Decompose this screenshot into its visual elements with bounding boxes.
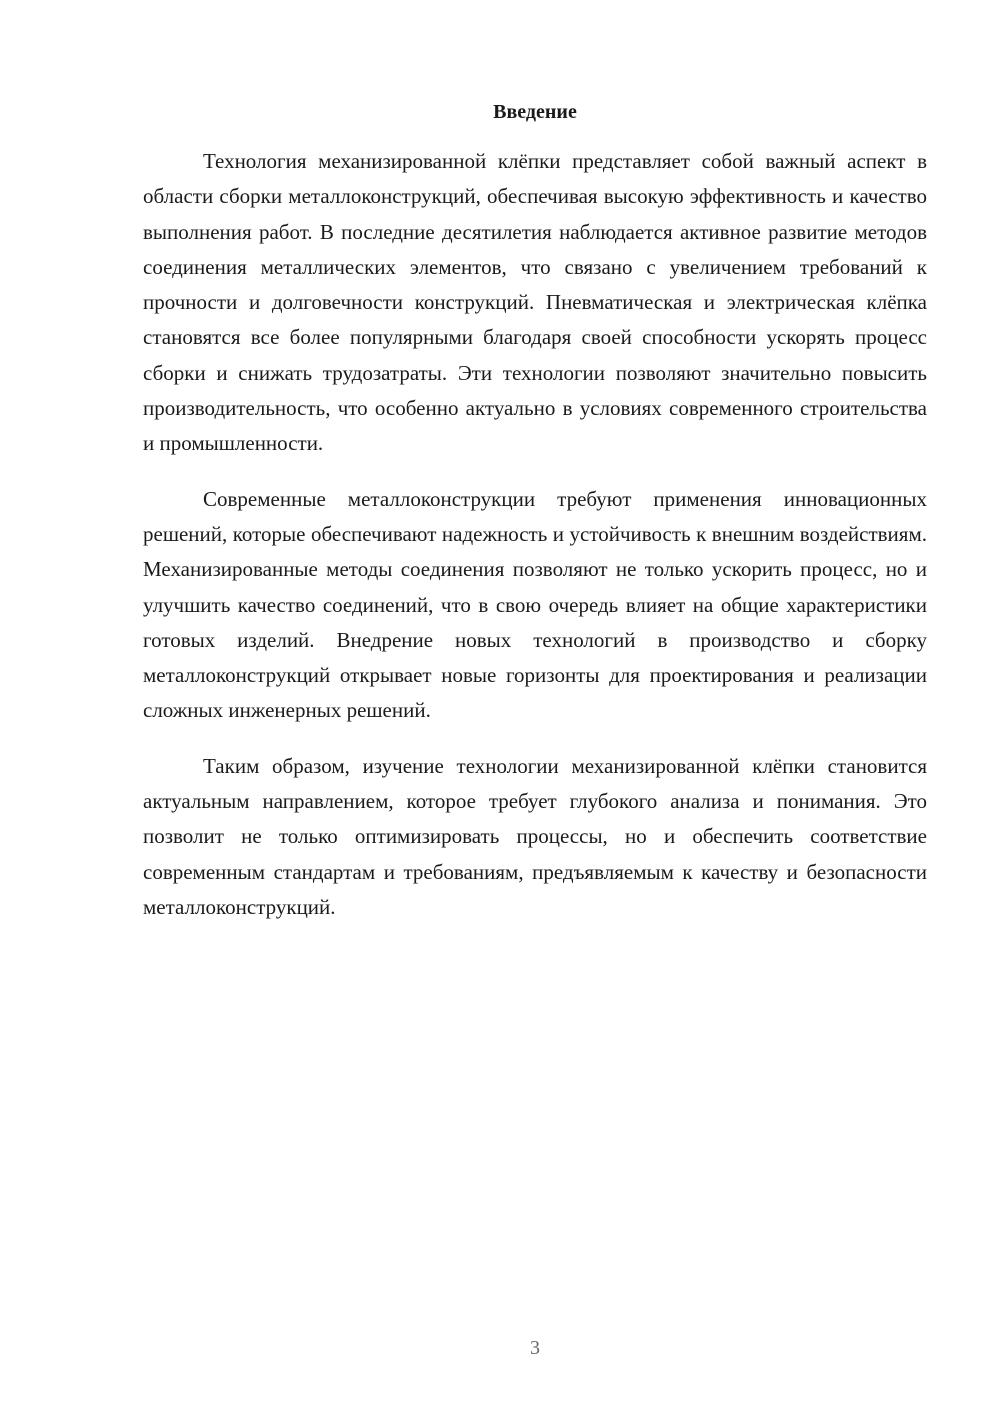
document-body — [143, 144, 927, 945]
page-number: 3 — [530, 1337, 540, 1359]
paragraph-1: Технология механизированной клёпки представляет собой важный аспект в области сборки металлоконструкций, обеспечивая высокую эффективность и качество выполнения работ. В последние десятилетия наблюдается активное развитие методов соединения металлических элементов, что связано с увеличением требований к прочности и долговечности конструкций. Пневматическая и электрическая клёпка становятся все более популярными благодаря своей способности ускорять процесс сборки и снижать трудозатраты. Эти технологии позволяют значительно повысить производительность, что особенно актуально в условиях современного строительства и промышленности. — [143, 149, 927, 456]
section-heading: Введение — [493, 101, 577, 123]
paragraph-2: Современные металлоконструкции требуют применения инновационных решений, которые обеспечивают надежность и устойчивость к внешним воздействиям. Механизированные методы соединения позволяют не только ускорить процесс, но и улучшить качество соединений, что в свою очередь влияет на общие характеристики готовых изделий. Внедрение новых технологий в производство и сборку металлоконструкций открывает новые горизонты для проектирования и реализации сложных инженерных решений. — [143, 486, 927, 723]
paragraph-3: Таким образом, изучение технологии механизированной клёпки становится актуальным направлением, которое требует глубокого анализа и понимания. Это позволит не только оптимизировать процессы, но и обеспечить соответствие современным стандартам и требованиям, предъявляемым к качеству и безопасности металлоконструкций. — [143, 753, 927, 919]
